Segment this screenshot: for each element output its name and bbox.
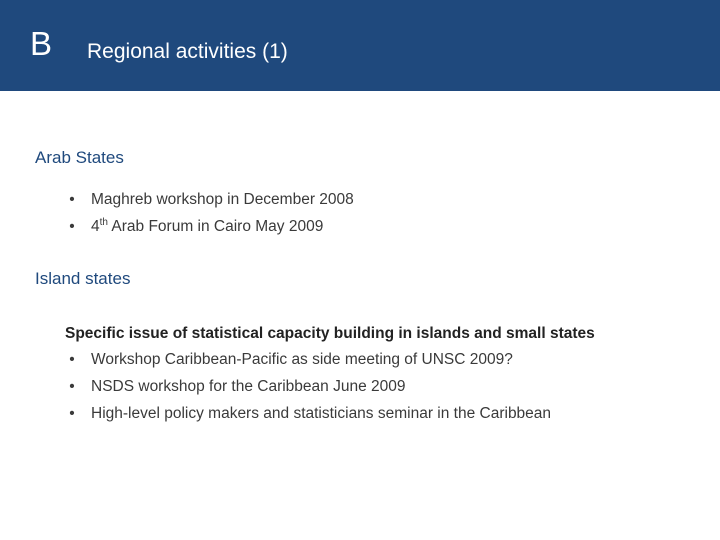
list-item-number: 4 [91,218,100,235]
bullet-icon: • [69,378,75,395]
list-item-superscript: th [99,216,108,228]
bullet-icon: • [69,351,75,368]
bullet-icon: • [69,191,75,208]
section-heading-island-states: Island states [35,269,131,288]
list-item-text: Arab Forum in Cairo May 2009 [107,218,324,235]
list-item [65,400,551,427]
list-item [65,346,551,373]
island-states-subheading: Specific issue of statistical capacity building in islands and small states [65,325,595,342]
list-item-text: Workshop Caribbean-Pacific as side meeting of UNSC 2009? [91,351,513,368]
bullet-icon: • [69,218,75,235]
section-letter: B [30,25,53,62]
slide-title: Regional activities (1) [87,40,288,63]
header-bar [0,0,720,91]
bullet-icon: • [69,405,75,422]
list-item-text: NSDS workshop for the Caribbean June 2009 [91,378,406,395]
list-item-text: Maghreb workshop in December 2008 [91,191,354,208]
island-states-list [65,346,551,427]
list-item-text: High-level policy makers and statisticians seminar in the Caribbean [91,405,552,422]
list-item [65,186,354,213]
section-heading-arab-states: Arab States [35,148,124,167]
list-item [65,213,354,240]
list-item [65,373,551,400]
arab-states-list [65,186,354,240]
